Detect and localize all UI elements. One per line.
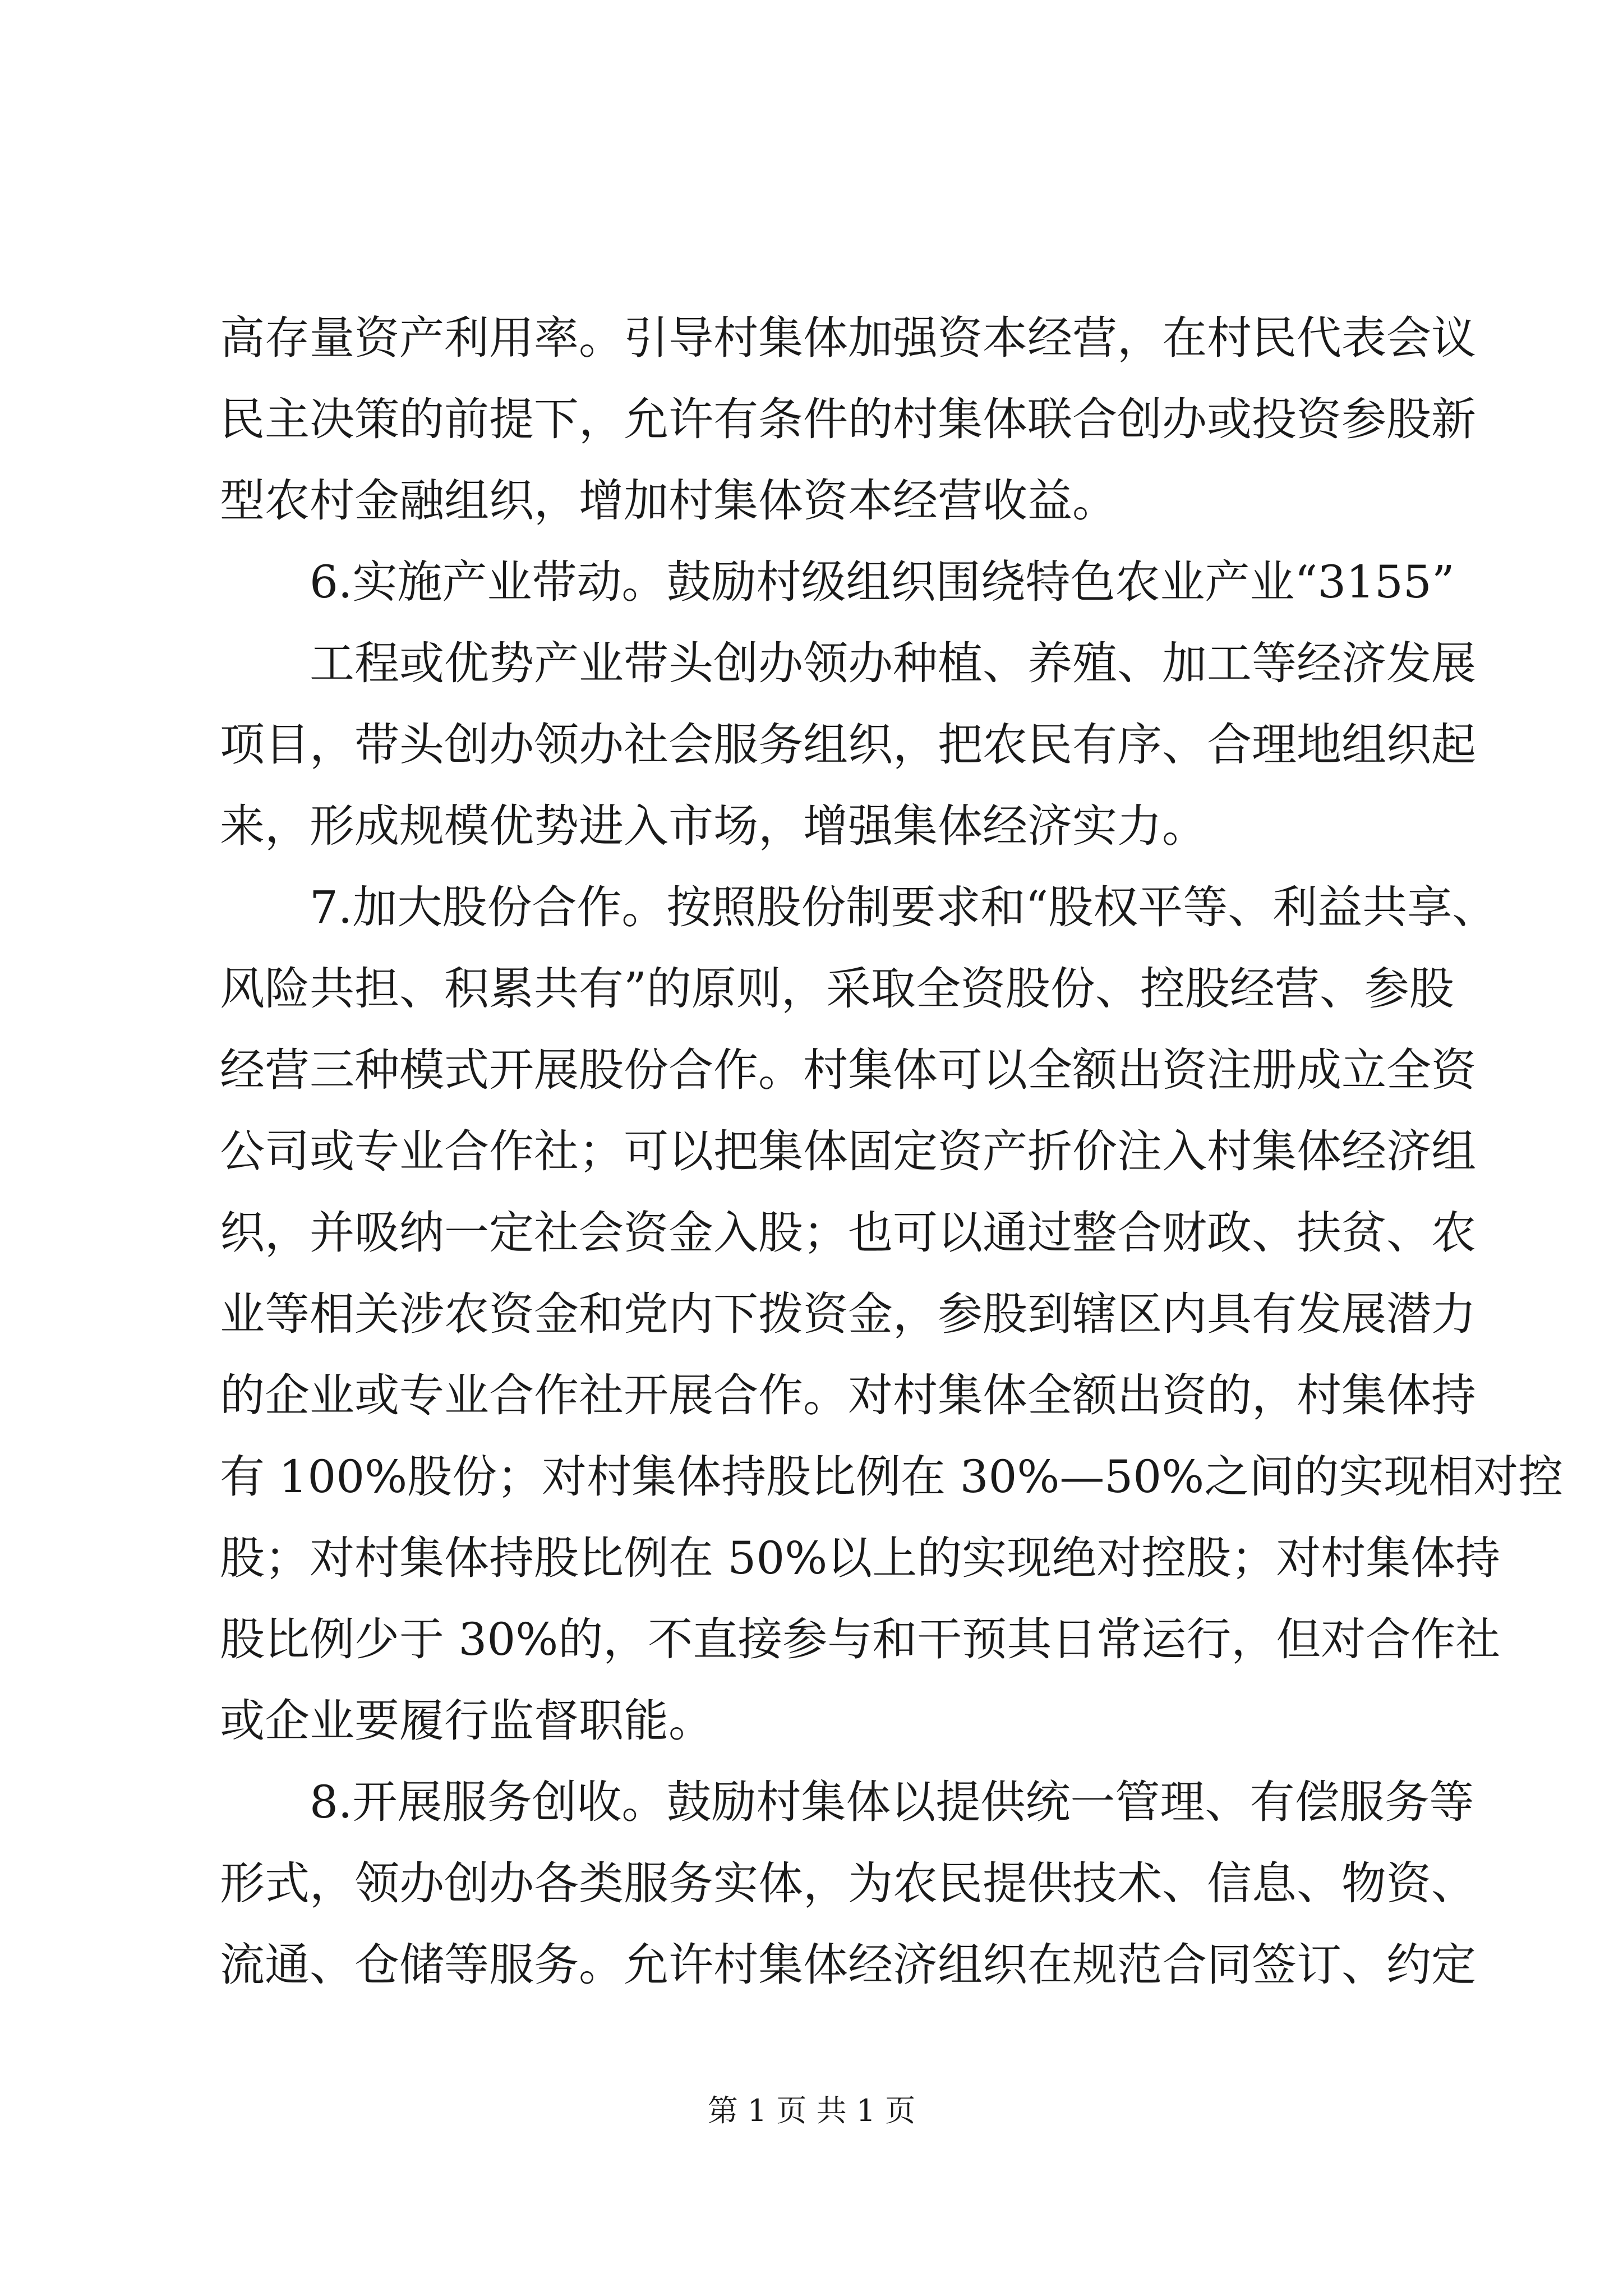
- text-line: 风险共担、积累共有”的原则，采取全资股份、控股经营、参股: [220, 963, 1454, 1015]
- text-line: 工程或优势产业带头创办领办种植、养殖、加工等经济发展: [310, 637, 1476, 689]
- text-line: 6.实施产业带动。鼓励村级组织围绕特色农业产业“3155”: [310, 556, 1455, 608]
- text-line: 形式，领办创办各类服务实体，为农民提供技术、信息、物资、: [220, 1857, 1476, 1910]
- paragraph-1: [220, 297, 1476, 541]
- text-line: 经营三种模式开展股份合作。村集体可以全额出资注册成立全资: [220, 1044, 1476, 1096]
- text-line: 业等相关涉农资金和党内下拨资金，参股到辖区内具有发展潜力: [220, 1288, 1476, 1340]
- paragraph-2: [220, 541, 1476, 867]
- text-line: 项目，带头创办领办社会服务组织，把农民有序、合理地组织起: [220, 719, 1476, 771]
- page-number: 第 1 页 共 1 页: [707, 2093, 916, 2128]
- text-line: 来，形成规模优势进入市场，增强集体经济实力。: [220, 800, 1207, 852]
- text-line: 民主决策的前提下，允许有条件的村集体联合创办或投资参股新: [220, 393, 1476, 445]
- paragraph-3: [220, 867, 1564, 1761]
- document-body: [220, 297, 1564, 2005]
- text-line: 的企业或专业合作社开展合作。对村集体全额出资的，村集体持: [220, 1369, 1476, 1421]
- text-line: 股；对村集体持股比例在 50%以上的实现绝对控股；对村集体持: [220, 1532, 1501, 1584]
- text-line: 或企业要履行监督职能。: [220, 1695, 713, 1747]
- page-footer: [0, 2087, 1623, 2130]
- text-line: 股比例少于 30%的，不直接参与和干预其日常运行，但对合作社: [220, 1613, 1501, 1665]
- text-line: 公司或专业合作社；可以把集体固定资产折价注入村集体经济组: [220, 1125, 1476, 1177]
- paragraph-4: [220, 1761, 1476, 2005]
- text-line: 织，并吸纳一定社会资金入股；也可以通过整合财政、扶贫、农: [220, 1207, 1476, 1259]
- text-line: 有 100%股份；对村集体持股比例在 30%—50%之间的实现相对控: [220, 1451, 1564, 1503]
- text-line: 流通、仓储等服务。允许村集体经济组织在规范合同签订、约定: [220, 1939, 1476, 1991]
- text-line: 型农村金融组织，增加村集体资本经营收益。: [220, 475, 1117, 527]
- text-line: 7.加大股份合作。按照股份制要求和“股权平等、利益共享、: [310, 881, 1497, 933]
- text-line: 8.开展服务创收。鼓励村集体以提供统一管理、有偿服务等: [310, 1776, 1474, 1828]
- text-line: 高存量资产利用率。引导村集体加强资本经营，在村民代表会议: [220, 312, 1476, 364]
